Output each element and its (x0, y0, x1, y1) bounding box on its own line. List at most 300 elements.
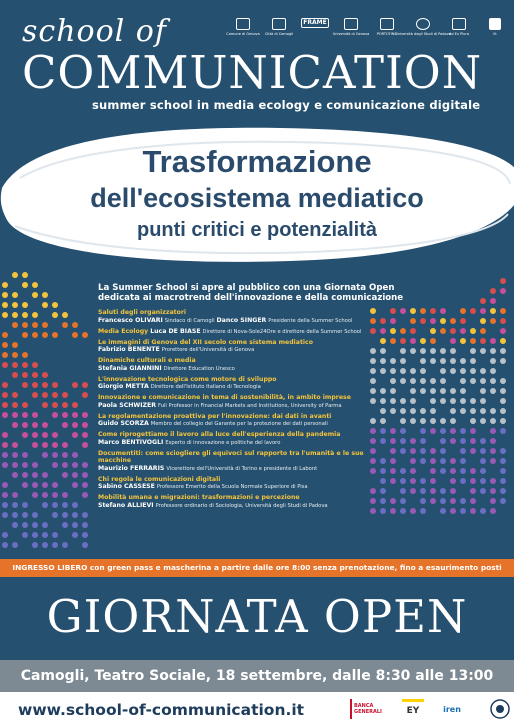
decorative-dot (460, 468, 466, 474)
decorative-dot (82, 512, 88, 518)
decorative-dot (400, 498, 406, 504)
decorative-dot (460, 308, 466, 314)
decorative-dot (460, 458, 466, 464)
decorative-dot (2, 482, 8, 488)
decorative-dot (410, 388, 416, 394)
decorative-dot (72, 432, 78, 438)
decorative-dot (480, 418, 486, 424)
decorative-dot (72, 412, 78, 418)
intro-text: La Summer School si apre al pubblico con una Giornata Open dedicata ai macrotrend dell'innovazione e della comunicazione (98, 283, 404, 303)
decorative-dot (82, 422, 88, 428)
decorative-dot (32, 422, 38, 428)
decorative-dot (490, 308, 496, 314)
header-subtitle: summer school in media ecology e comunicazione digitale (92, 98, 481, 112)
decorative-dot (82, 382, 88, 388)
decorative-dot (500, 418, 506, 424)
decorative-dot (420, 458, 426, 464)
decorative-dot (480, 318, 486, 324)
decorative-dot (42, 332, 48, 338)
decorative-dot (2, 542, 8, 548)
decorative-dot (72, 472, 78, 478)
decorative-dot (500, 408, 506, 414)
decorative-dot (450, 358, 456, 364)
decorative-dot (440, 368, 446, 374)
decorative-dot (490, 498, 496, 504)
decorative-dot (32, 392, 38, 398)
unige-seal-icon (480, 698, 514, 720)
decorative-dot (32, 292, 38, 298)
decorative-dot (82, 432, 88, 438)
decorative-dot (430, 468, 436, 474)
decorative-dot (450, 368, 456, 374)
decorative-dot (470, 418, 476, 424)
decorative-dot (430, 328, 436, 334)
decorative-dot (42, 542, 48, 548)
decorative-dot (470, 338, 476, 344)
decorative-dot (480, 398, 486, 404)
decorative-dot (12, 492, 18, 498)
decorative-dot (72, 532, 78, 538)
decorative-dot (22, 422, 28, 428)
decorative-dot (32, 332, 38, 338)
frame-logo-icon: FRAME (300, 18, 330, 28)
decorative-dot (22, 352, 28, 358)
decorative-dot (52, 412, 58, 418)
decorative-dot (500, 358, 506, 364)
decorative-dot (490, 298, 496, 304)
program-item: Le immagini di Genova del XII secolo come sistema mediatico Fabrizio BENENTE Prorettore dell'Università di Genova (98, 338, 313, 353)
decorative-dot (62, 412, 68, 418)
decorative-dot (72, 382, 78, 388)
portofino-logo-icon: PORTOFINO (372, 18, 402, 36)
decorative-dot (42, 422, 48, 428)
decorative-dot (82, 492, 88, 498)
decorative-dot (72, 482, 78, 488)
program-item: Mobilità umana e migrazioni: trasformazioni e percezione Stefano ALLIEVI Professore ordinario di Sociologia, Università degli Studi di Padova (98, 494, 328, 509)
decorative-dot (440, 418, 446, 424)
decorative-dot (480, 368, 486, 374)
decorative-dot (62, 492, 68, 498)
decorative-dot (480, 488, 486, 494)
decorative-dot (450, 458, 456, 464)
decorative-dot (450, 338, 456, 344)
decorative-dot (420, 498, 426, 504)
decorative-dot (450, 348, 456, 354)
decorative-dot (500, 398, 506, 404)
decorative-dot (2, 502, 8, 508)
iren-logo-icon: iren (443, 704, 461, 714)
decorative-dot (12, 352, 18, 358)
decorative-dot (2, 282, 8, 288)
decorative-dot (480, 408, 486, 414)
decorative-dot (480, 468, 486, 474)
decorative-dot (12, 442, 18, 448)
decorative-dot (420, 308, 426, 314)
decorative-dot (22, 522, 28, 528)
decorative-dot (42, 502, 48, 508)
decorative-dot (480, 478, 486, 484)
decorative-dot (440, 458, 446, 464)
decorative-dot (470, 358, 476, 364)
decorative-dot (480, 348, 486, 354)
decorative-dot (470, 498, 476, 504)
decorative-dot (42, 532, 48, 538)
decorative-dot (440, 318, 446, 324)
decorative-dot (430, 478, 436, 484)
decorative-dot (2, 462, 8, 468)
decorative-dot (72, 422, 78, 428)
decorative-dot (72, 452, 78, 458)
title-line-1: Trasformazione (142, 144, 372, 179)
decorative-dot (460, 478, 466, 484)
decorative-dot (490, 428, 496, 434)
decorative-dot (440, 468, 446, 474)
decorative-dot (400, 508, 406, 514)
decorative-dot (480, 438, 486, 444)
decorative-dot (430, 318, 436, 324)
decorative-dot (460, 398, 466, 404)
decorative-dot (400, 478, 406, 484)
decorative-dot (400, 398, 406, 404)
decorative-dot (32, 412, 38, 418)
decorative-dot (82, 412, 88, 418)
genova-crest-icon: Comune di Genova (228, 18, 258, 36)
decorative-dot (2, 352, 8, 358)
decorative-dot (490, 358, 496, 364)
decorative-dot (420, 428, 426, 434)
decorative-dot (430, 338, 436, 344)
decorative-dot (12, 342, 18, 348)
decorative-dot (52, 502, 58, 508)
decorative-dot (12, 372, 18, 378)
decorative-dot (450, 398, 456, 404)
decorative-dot (22, 402, 28, 408)
decorative-dot (450, 438, 456, 444)
decorative-dot (62, 512, 68, 518)
decorative-dot (32, 542, 38, 548)
decorative-dot (410, 488, 416, 494)
program-item: Saluti degli organizzatori Francesco OLIVARI Sindaco di Camogli Danco SINGER Presidente della Summer School (98, 309, 353, 324)
decorative-dot (42, 432, 48, 438)
decorative-dot (410, 438, 416, 444)
decorative-dot (52, 482, 58, 488)
decorative-dot (400, 338, 406, 344)
decorative-dot (460, 428, 466, 434)
decorative-dot (32, 312, 38, 318)
decorative-dot (490, 418, 496, 424)
decorative-dot (12, 412, 18, 418)
decorative-dot (430, 358, 436, 364)
decorative-dot (82, 392, 88, 398)
decorative-dot (430, 348, 436, 354)
decorative-dot (2, 312, 8, 318)
decorative-dot (52, 332, 58, 338)
decorative-dot (440, 428, 446, 434)
fondazione-icon: Ad Ex Plura (444, 18, 474, 36)
decorative-dot (2, 392, 8, 398)
decorative-dot (2, 362, 8, 368)
program-item: Media Ecology Luca DE BIASE Direttore di Nova-Sole24Ore e direttore della Summer School (98, 327, 362, 335)
decorative-dot (12, 362, 18, 368)
decorative-dot (82, 532, 88, 538)
decorative-dot (470, 448, 476, 454)
decorative-dot (2, 382, 8, 388)
decorative-dot (440, 348, 446, 354)
decorative-dot (460, 408, 466, 414)
decorative-dot (470, 348, 476, 354)
decorative-dot (410, 408, 416, 414)
program-item: La regolamentazione proattiva per l'innovazione: dai dati in avanti Guido SCORZA Membro del collegio del Garante per la protezione dei dati personali (98, 412, 332, 427)
decorative-dot (450, 328, 456, 334)
decorative-dot (2, 302, 8, 308)
decorative-dot (470, 508, 476, 514)
school-of-wordmark: school of (22, 14, 167, 49)
decorative-dot (450, 408, 456, 414)
decorative-dot (62, 442, 68, 448)
decorative-dot (500, 468, 506, 474)
decorative-dot (12, 452, 18, 458)
decorative-dot (410, 368, 416, 374)
decorative-dot (410, 318, 416, 324)
decorative-dot (490, 458, 496, 464)
decorative-dot (430, 488, 436, 494)
decorative-dot (22, 362, 28, 368)
decorative-dot (430, 398, 436, 404)
lit-logo-icon: lit (480, 18, 510, 36)
decorative-dot (2, 452, 8, 458)
decorative-dot (22, 452, 28, 458)
decorative-dot (450, 418, 456, 424)
decorative-dot (72, 502, 78, 508)
decorative-dot (82, 462, 88, 468)
decorative-dot (490, 378, 496, 384)
decorative-dot (32, 382, 38, 388)
decorative-dot (32, 432, 38, 438)
decorative-dot (490, 348, 496, 354)
decorative-dot (420, 488, 426, 494)
decorative-dot (440, 488, 446, 494)
decorative-dot (490, 488, 496, 494)
decorative-dot (470, 378, 476, 384)
decorative-dot (400, 418, 406, 424)
decorative-dot (22, 302, 28, 308)
decorative-dot (32, 472, 38, 478)
decorative-dot (82, 542, 88, 548)
decorative-dot (400, 488, 406, 494)
decorative-dot (400, 348, 406, 354)
free-entry-notice: INGRESSO LIBERO con green pass e mascherina a partire dalle ore 8:00 senza prenotazione, fino a esaurimento posti (0, 559, 514, 577)
decorative-dot (62, 452, 68, 458)
decorative-dot (450, 318, 456, 324)
decorative-dot (62, 522, 68, 528)
decorative-dot (82, 332, 88, 338)
decorative-dot (22, 312, 28, 318)
decorative-dot (22, 272, 28, 278)
decorative-dot (22, 472, 28, 478)
decorative-dot (2, 442, 8, 448)
decorative-dot (62, 542, 68, 548)
decorative-dot (460, 378, 466, 384)
decorative-dot (12, 502, 18, 508)
decorative-dot (72, 402, 78, 408)
decorative-dot (2, 342, 8, 348)
program-list (98, 309, 398, 513)
decorative-dot (440, 398, 446, 404)
decorative-dot (480, 448, 486, 454)
decorative-dot (430, 408, 436, 414)
decorative-dot (440, 498, 446, 504)
decorative-dot (470, 468, 476, 474)
decorative-dot (420, 318, 426, 324)
decorative-dot (62, 462, 68, 468)
decorative-dot (12, 272, 18, 278)
decorative-dot (22, 412, 28, 418)
decorative-dot (32, 522, 38, 528)
decorative-dot (440, 328, 446, 334)
decorative-dot (12, 302, 18, 308)
decorative-dot (460, 338, 466, 344)
decorative-dot (500, 338, 506, 344)
banca-generali-logo-icon: BANCA GENERALI (350, 699, 388, 719)
decorative-dot (22, 372, 28, 378)
decorative-dot (12, 422, 18, 428)
decorative-dot (450, 488, 456, 494)
decorative-dot (2, 292, 8, 298)
decorative-dot (450, 478, 456, 484)
decorative-dot (460, 388, 466, 394)
decorative-dot (32, 442, 38, 448)
decorative-dot (22, 432, 28, 438)
decorative-dot (420, 358, 426, 364)
decorative-dot (440, 448, 446, 454)
title-line-3: punti critici e potenzialità (136, 219, 378, 241)
decorative-dot (430, 428, 436, 434)
decorative-dot (82, 442, 88, 448)
decorative-dot (460, 448, 466, 454)
partner-logos (228, 18, 510, 36)
decorative-dot (450, 498, 456, 504)
decorative-dot (480, 298, 486, 304)
decorative-dot (500, 288, 506, 294)
decorative-dot (2, 412, 8, 418)
decorative-dot (52, 462, 58, 468)
decorative-dot (42, 522, 48, 528)
decorative-dot (490, 508, 496, 514)
event-details: Camogli, Teatro Sociale, 18 settembre, dalle 8:30 alle 13:00 (0, 660, 514, 692)
decorative-dot (42, 442, 48, 448)
decorative-dot (490, 438, 496, 444)
decorative-dot (420, 448, 426, 454)
decorative-dot (62, 392, 68, 398)
decorative-dot (450, 508, 456, 514)
decorative-dot (420, 378, 426, 384)
decorative-dot (420, 408, 426, 414)
decorative-dot (460, 368, 466, 374)
decorative-dot (470, 488, 476, 494)
footer (0, 692, 514, 728)
decorative-dot (52, 542, 58, 548)
decorative-dot (32, 532, 38, 538)
decorative-dot (470, 308, 476, 314)
decorative-dot (22, 322, 28, 328)
decorative-dot (22, 382, 28, 388)
decorative-dot (82, 472, 88, 478)
decorative-dot (410, 478, 416, 484)
decorative-dot (12, 462, 18, 468)
decorative-dot (72, 322, 78, 328)
decorative-dot (410, 348, 416, 354)
decorative-dot (2, 492, 8, 498)
decorative-dot (430, 388, 436, 394)
decorative-dot (500, 478, 506, 484)
decorative-dot (430, 418, 436, 424)
decorative-dot (72, 332, 78, 338)
decorative-dot (480, 378, 486, 384)
decorative-dot (42, 452, 48, 458)
decorative-dot (22, 532, 28, 538)
decorative-dot (12, 522, 18, 528)
university-seal-icon: Università degli Studi di Padova (408, 18, 438, 36)
decorative-dot (450, 428, 456, 434)
decorative-dot (52, 302, 58, 308)
decorative-dot (62, 322, 68, 328)
decorative-dot (440, 308, 446, 314)
decorative-dot (410, 398, 416, 404)
decorative-dot (490, 408, 496, 414)
decorative-dot (430, 378, 436, 384)
decorative-dot (12, 322, 18, 328)
communication-wordmark: COMMUNICATION (22, 46, 483, 99)
decorative-dot (2, 432, 8, 438)
website-link[interactable]: www.school-of-communication.it (18, 701, 305, 719)
decorative-dot (32, 492, 38, 498)
decorative-dot (420, 338, 426, 344)
decorative-dot (400, 438, 406, 444)
decorative-dot (400, 448, 406, 454)
decorative-dot (12, 402, 18, 408)
decorative-dot (32, 462, 38, 468)
decorative-dot (42, 302, 48, 308)
decorative-dot (420, 348, 426, 354)
decorative-dot (440, 438, 446, 444)
unige-logo-icon: Università di Genova (336, 18, 366, 36)
decorative-dot (410, 328, 416, 334)
decorative-dot (52, 452, 58, 458)
decorative-dot (500, 498, 506, 504)
decorative-dot (2, 512, 8, 518)
decorative-dot (400, 428, 406, 434)
program-item: Innovazione e comunicazione in tema di sostenibilità, in ambito imprese Paola SCHWIZER Full Professor in Financial Markets and Institutions, University of Parma (98, 394, 351, 409)
event-headline: GIORNATA OPEN (46, 590, 468, 643)
decorative-dot (52, 392, 58, 398)
decorative-dot (32, 362, 38, 368)
decorative-dot (42, 472, 48, 478)
decorative-dot (480, 388, 486, 394)
decorative-dot (22, 282, 28, 288)
decorative-dot (62, 502, 68, 508)
decorative-dot (400, 408, 406, 414)
decorative-dot (410, 418, 416, 424)
decorative-dot (400, 358, 406, 364)
decorative-dot (460, 358, 466, 364)
camogli-crest-icon: Città di Camogli (264, 18, 294, 36)
decorative-dot (430, 498, 436, 504)
decorative-dot (410, 338, 416, 344)
decorative-dot (490, 368, 496, 374)
decorative-dot (62, 312, 68, 318)
decorative-dot (32, 482, 38, 488)
decorative-dot (470, 478, 476, 484)
